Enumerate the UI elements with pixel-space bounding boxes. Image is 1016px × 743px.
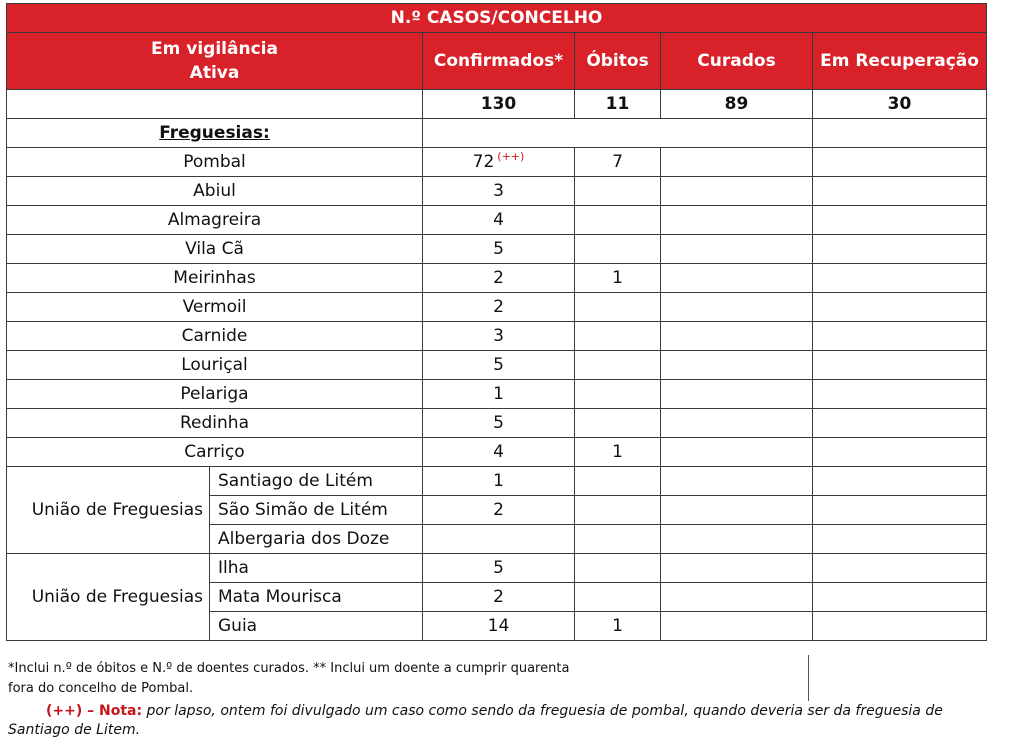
confirmados-cell	[423, 380, 575, 409]
table-row	[7, 409, 987, 438]
table-row	[7, 177, 987, 206]
union-label: União de Freguesias	[7, 554, 210, 641]
recuperacao-cell	[813, 583, 987, 612]
col-header-obitos: Óbitos	[575, 33, 661, 90]
curados-cell	[661, 351, 813, 380]
table-row	[7, 293, 987, 322]
confirmados-cell: 2	[423, 496, 575, 525]
table-row	[7, 148, 987, 177]
total-curados: 89	[661, 90, 813, 119]
freguesia-name: Pombal	[7, 148, 423, 177]
recuperacao-cell	[813, 148, 987, 177]
confirmados-value: 3	[493, 180, 504, 201]
freguesia-name: Carnide	[7, 322, 423, 351]
recuperacao-cell	[813, 438, 987, 467]
obitos-cell	[575, 322, 661, 351]
col-header-curados: Curados	[661, 33, 813, 90]
freguesia-name: Meirinhas	[7, 264, 423, 293]
freguesia-name: Pelariga	[7, 380, 423, 409]
total-confirmados: 130	[423, 90, 575, 119]
table-row	[7, 467, 987, 496]
recuperacao-cell	[813, 351, 987, 380]
confirmados-cell	[423, 148, 575, 177]
confirmados-value: 5	[493, 412, 504, 433]
recuperacao-cell	[813, 409, 987, 438]
total-recuperacao: 30	[813, 90, 987, 119]
curados-cell	[661, 467, 813, 496]
obitos-cell: 7	[575, 148, 661, 177]
confirmados-cell: 1	[423, 467, 575, 496]
recuperacao-cell	[813, 612, 987, 641]
confirmados-value: 2	[493, 267, 504, 288]
union-member-name: São Simão de Litém	[210, 496, 423, 525]
obitos-cell	[575, 525, 661, 554]
recuperacao-cell	[813, 496, 987, 525]
freguesia-name: Louriçal	[7, 351, 423, 380]
recuperacao-cell	[813, 380, 987, 409]
totals-vigilancia	[7, 90, 423, 119]
recuperacao-cell	[813, 293, 987, 322]
curados-cell	[661, 409, 813, 438]
table-title: N.º CASOS/CONCELHO	[7, 4, 987, 33]
obitos-cell: 1	[575, 264, 661, 293]
table-row	[7, 206, 987, 235]
union-member-name: Ilha	[210, 554, 423, 583]
confirmados-value: 3	[493, 325, 504, 346]
obitos-cell	[575, 583, 661, 612]
footnote-line2: fora do concelho de Pombal.	[8, 681, 194, 696]
totals-row	[7, 90, 987, 119]
curados-cell	[661, 525, 813, 554]
recuperacao-cell	[813, 177, 987, 206]
confirmados-value: 72	[472, 151, 495, 172]
recuperacao-cell	[813, 322, 987, 351]
footnote-line1: *Inclui n.º de óbitos e N.º de doentes curados. ** Inclui um doente a cumprir quarenta	[8, 661, 570, 676]
recuperacao-cell	[813, 525, 987, 554]
obitos-cell: 1	[575, 438, 661, 467]
col-header-confirmados: Confirmados*	[423, 33, 575, 90]
curados-cell	[661, 235, 813, 264]
union-member-name: Mata Mourisca	[210, 583, 423, 612]
freguesia-name: Vermoil	[7, 293, 423, 322]
curados-cell	[661, 148, 813, 177]
confirmados-cell: 2	[423, 583, 575, 612]
recuperacao-cell	[813, 264, 987, 293]
confirmados-value: 4	[493, 209, 504, 230]
confirmados-cell: 14	[423, 612, 575, 641]
curados-cell	[661, 293, 813, 322]
confirmados-cell	[423, 264, 575, 293]
divider-line	[808, 655, 809, 701]
correction-note-mark: (++)	[497, 149, 525, 163]
obitos-cell	[575, 409, 661, 438]
union-member-name: Santiago de Litém	[210, 467, 423, 496]
recuperacao-cell	[813, 554, 987, 583]
curados-cell	[661, 612, 813, 641]
confirmados-value: 2	[493, 296, 504, 317]
total-obitos: 11	[575, 90, 661, 119]
curados-cell	[661, 206, 813, 235]
note-mark: (++) – Nota:	[46, 703, 143, 719]
table-row	[7, 380, 987, 409]
confirmados-cell	[423, 351, 575, 380]
confirmados-value: 5	[493, 354, 504, 375]
table-row	[7, 554, 987, 583]
recuperacao-cell	[813, 206, 987, 235]
union-label: União de Freguesias	[7, 467, 210, 554]
confirmados-value: 4	[493, 441, 504, 462]
confirmados-value: 1	[493, 383, 504, 404]
table-row	[7, 322, 987, 351]
obitos-cell	[575, 554, 661, 583]
obitos-cell	[575, 467, 661, 496]
freguesia-name: Vila Cã	[7, 235, 423, 264]
confirmados-value: 5	[493, 238, 504, 259]
curados-cell	[661, 264, 813, 293]
confirmados-cell	[423, 409, 575, 438]
obitos-cell	[575, 177, 661, 206]
cases-table	[6, 3, 987, 641]
freguesia-name: Abiul	[7, 177, 423, 206]
freguesia-name: Redinha	[7, 409, 423, 438]
confirmados-cell	[423, 206, 575, 235]
footnote-note	[8, 702, 998, 740]
col-header-vigilancia-line1: Em vigilância	[151, 39, 278, 59]
confirmados-cell	[423, 177, 575, 206]
recuperacao-cell	[813, 467, 987, 496]
note-text: por lapso, ontem foi divulgado um caso como sendo da freguesia de pombal, quando deveria ser da freguesia de Santiago de Litem.	[8, 703, 943, 738]
confirmados-cell	[423, 438, 575, 467]
confirmados-cell	[423, 322, 575, 351]
confirmados-cell: 5	[423, 554, 575, 583]
obitos-cell	[575, 380, 661, 409]
curados-cell	[661, 583, 813, 612]
recuperacao-cell	[813, 235, 987, 264]
curados-cell	[661, 322, 813, 351]
freguesias-label: Freguesias:	[7, 119, 423, 148]
table-row	[7, 264, 987, 293]
confirmados-cell	[423, 235, 575, 264]
union-member-name: Albergaria dos Doze	[210, 525, 423, 554]
curados-cell	[661, 496, 813, 525]
freguesia-name: Almagreira	[7, 206, 423, 235]
table-row	[7, 235, 987, 264]
table-row	[7, 438, 987, 467]
table-row	[7, 351, 987, 380]
obitos-cell	[575, 293, 661, 322]
freguesia-name: Carriço	[7, 438, 423, 467]
confirmados-cell	[423, 293, 575, 322]
obitos-cell	[575, 206, 661, 235]
obitos-cell	[575, 496, 661, 525]
obitos-cell	[575, 351, 661, 380]
obitos-cell: 1	[575, 612, 661, 641]
confirmados-cell	[423, 525, 575, 554]
col-header-vigilancia-line2: Ativa	[189, 63, 240, 83]
freguesias-header-row	[7, 119, 987, 148]
col-header-vigilancia	[7, 33, 423, 90]
curados-cell	[661, 438, 813, 467]
union-member-name: Guia	[210, 612, 423, 641]
col-header-recuperacao: Em Recuperação	[813, 33, 987, 90]
curados-cell	[661, 554, 813, 583]
obitos-cell	[575, 235, 661, 264]
curados-cell	[661, 380, 813, 409]
curados-cell	[661, 177, 813, 206]
